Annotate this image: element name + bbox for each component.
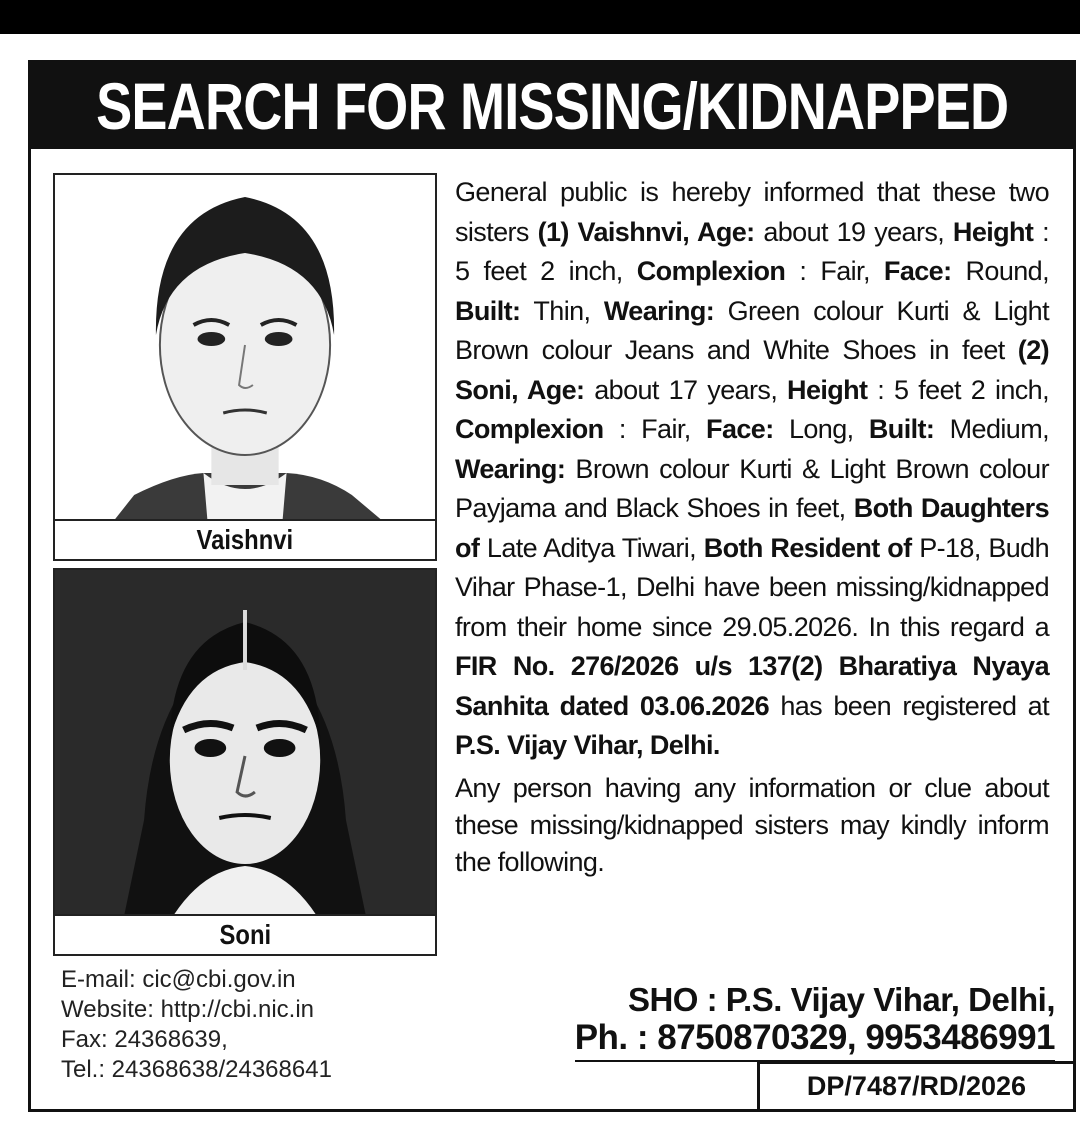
sho-line: SHO : P.S. Vijay Vihar, Delhi, — [627, 981, 1055, 1018]
headline-bar — [31, 63, 1073, 149]
tel-line: Tel.: 24368638/24368641 — [61, 1056, 332, 1083]
reference-number-box — [757, 1061, 1073, 1109]
photo-soni — [55, 570, 435, 915]
website-line: Website: http://cbi.nic.in — [61, 996, 315, 1023]
photo-card-soni — [53, 568, 437, 956]
reference-number: DP/7487/RD/2026 — [806, 1071, 1027, 1101]
email-line: E-mail: cic@cbi.gov.in — [61, 966, 296, 993]
notice-paragraph-2: Any person having any information or clue about these missing/kidnapped sisters may kindly inform the following. — [455, 772, 1049, 877]
notice-advertisement — [28, 60, 1076, 1112]
top-black-bar — [0, 0, 1080, 34]
name-label: Vaishnvi — [196, 524, 294, 555]
phone-line: Ph. : 8750870329, 9953486991 — [575, 1018, 1055, 1062]
cbi-contact-block — [61, 965, 461, 1085]
notice-body — [455, 173, 1049, 881]
photo-vaishnvi — [55, 175, 435, 520]
caption-soni — [55, 914, 435, 954]
name-label: Soni — [219, 919, 271, 950]
caption-vaishnvi — [55, 519, 435, 559]
photo-card-vaishnvi — [53, 173, 437, 561]
notice-paragraph-1: General public is hereby informed that these two sisters (1) Vaishnvi, Age: about 19 years, Height : 5 feet 2 inch, Complexion : Fair, Face: Round, Built: Thin, Wearing: Green colour Kurti & Light Brown colour Jeans and White Shoes in feet (2) Soni, Age: about 17 years, Height : 5 feet 2 inch, Complexion : Fair, Face: Long, Built: Medium, Wearing: Brown colour Kurti & Light Brown colour Payjama and Black Shoes in feet, Both Daughters of Late Aditya Tiwari, Both Resident of P-18, Budh Vihar Phase-1, Delhi have been missing/kidnapped from their home since 29.05.2026. In this regard a FIR No. 276/2026 u/s 137(2) Bharatiya Nyaya Sanhita dated 03.06.2026 has been registered at P.S. Vijay Vihar, Delhi. — [455, 177, 1050, 760]
headline: SEARCH FOR MISSING/KIDNAPPED — [95, 69, 1009, 143]
fax-line: Fax: 24368639, — [61, 1026, 228, 1053]
